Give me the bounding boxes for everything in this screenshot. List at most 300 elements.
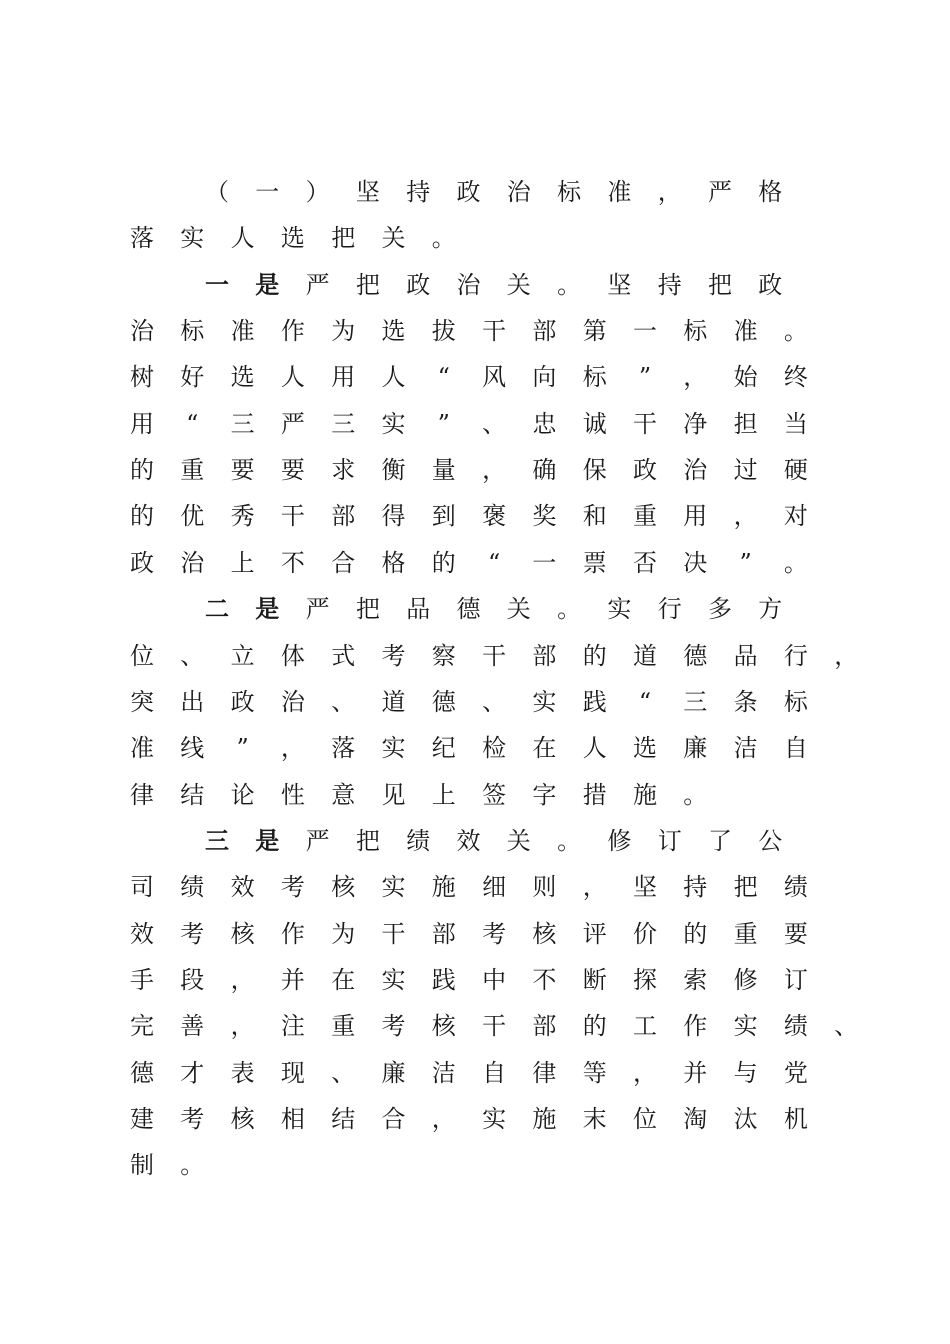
text-char: 的 (582, 1012, 607, 1041)
text-char: 纪 (431, 734, 456, 763)
text-char: 把 (355, 270, 380, 299)
text-char: 核 (532, 919, 557, 948)
text-char: 合 (381, 1105, 406, 1133)
text-char: 和 (582, 502, 607, 531)
text-char: ， (834, 641, 859, 670)
text-char: 三 (683, 687, 708, 716)
text-char: 治 (130, 317, 154, 346)
text-char: 实 (733, 1012, 758, 1041)
text-char: 部 (532, 1012, 557, 1041)
text-char: 准 (607, 178, 632, 206)
text-char: 风 (482, 363, 507, 392)
text-char: 行 (657, 595, 682, 624)
text-char: 关 (506, 826, 531, 855)
text-char: 施 (532, 1105, 557, 1133)
paragraph-lead-char: 是 (255, 594, 280, 624)
text-char: ， (657, 178, 682, 206)
text-char: 。 (557, 270, 582, 299)
text-char: ， (482, 456, 507, 485)
text-char: 治 (683, 456, 708, 485)
text-char: 司 (130, 873, 154, 902)
text-char: 实 (381, 734, 406, 763)
text-char: 德 (431, 687, 456, 716)
paragraph-lead-char: 二 (205, 594, 229, 624)
text-char: 方 (758, 595, 783, 624)
text-char: 廉 (381, 1058, 406, 1087)
text-char: 担 (733, 409, 758, 438)
text-char: 律 (130, 780, 154, 809)
text-char: 不 (280, 548, 305, 577)
text-char: 合 (331, 548, 356, 577)
text-char: 工 (633, 1012, 657, 1041)
text-char: 多 (708, 595, 732, 624)
text-char: 德 (683, 641, 708, 670)
text-char: ” (236, 734, 249, 763)
text-char: 持 (657, 270, 682, 299)
text-char: 始 (733, 363, 758, 392)
text-char: 等 (582, 1058, 607, 1087)
text-char: 签 (482, 780, 507, 809)
text-char: 、 (482, 409, 507, 438)
text-char: 机 (783, 1105, 808, 1133)
text-char: 标 (683, 317, 708, 346)
text-char: 并 (683, 1058, 708, 1087)
paragraph-3-line (0, 1053, 950, 1093)
text-char: 用 (683, 502, 708, 531)
text-char: 为 (331, 317, 356, 346)
text-char: 条 (733, 687, 758, 716)
text-char: 位 (130, 641, 154, 670)
text-char: 上 (431, 780, 456, 809)
text-char: 人 (582, 734, 607, 763)
paragraph-3-line (0, 1099, 950, 1139)
text-char: 净 (683, 409, 708, 438)
text-char: 持 (406, 178, 431, 206)
text-char: 终 (783, 363, 808, 392)
text-char: 结 (180, 780, 205, 809)
text-char: 格 (381, 548, 406, 577)
text-char: 效 (230, 873, 255, 902)
text-char: 严 (305, 826, 330, 855)
text-char: 要 (783, 919, 808, 948)
text-char: 关 (506, 270, 531, 299)
text-char: “ (487, 548, 501, 577)
text-char: 部 (532, 641, 557, 670)
heading-line (0, 218, 950, 258)
text-char: 自 (482, 1058, 507, 1087)
text-char: 检 (482, 734, 507, 763)
paragraph-2-line (0, 728, 950, 768)
text-char: 订 (657, 826, 682, 855)
text-char: ， (431, 1105, 456, 1133)
text-char: 并 (280, 965, 305, 994)
text-char: 淘 (683, 1105, 708, 1133)
text-char: 决 (683, 548, 708, 577)
text-char: 三 (230, 409, 255, 438)
text-char: “ (437, 363, 450, 392)
text-char: 完 (130, 1012, 154, 1041)
text-char: 中 (482, 965, 507, 994)
text-char: 标 (557, 178, 582, 206)
text-char: 过 (733, 456, 758, 485)
text-char: 表 (230, 1058, 255, 1087)
text-char: 实 (180, 224, 205, 253)
paragraph-2-line (0, 589, 950, 629)
text-char: 把 (355, 595, 380, 624)
text-char: 施 (633, 780, 657, 809)
text-char: ） (305, 178, 330, 206)
text-char: 坚 (607, 270, 632, 299)
text-char: 在 (331, 965, 356, 994)
text-char: 措 (582, 780, 607, 809)
text-char: 树 (130, 363, 154, 392)
text-char: 、 (834, 1012, 859, 1041)
text-char: 重 (180, 456, 205, 485)
text-char: 作 (280, 317, 305, 346)
text-char: 人 (280, 363, 305, 392)
text-char: 考 (381, 641, 406, 670)
text-char: 把 (733, 873, 758, 902)
text-char: 意 (331, 780, 356, 809)
text-char: 上 (230, 548, 255, 577)
text-char: 关 (506, 595, 531, 624)
text-char: 见 (381, 780, 406, 809)
text-char: 严 (708, 178, 732, 206)
text-char: 不 (532, 965, 557, 994)
text-char: 践 (582, 687, 607, 716)
text-char: 的 (582, 641, 607, 670)
text-char: 格 (758, 178, 783, 206)
text-char: 结 (331, 1105, 356, 1133)
text-char: 评 (582, 919, 607, 948)
paragraph-3-line (0, 821, 950, 861)
text-char: 。 (783, 317, 808, 346)
text-char: 严 (280, 409, 305, 438)
text-char: 在 (532, 734, 557, 763)
text-char: 才 (180, 1058, 205, 1087)
text-char: ， (230, 965, 255, 994)
text-char: 绩 (406, 826, 431, 855)
text-char: 硬 (783, 456, 808, 485)
text-char: 、 (331, 1058, 356, 1087)
text-char: ” (638, 363, 652, 392)
text-char: 一 (633, 317, 657, 346)
text-char: 、 (180, 641, 205, 670)
text-char: 忠 (532, 409, 557, 438)
text-char: 票 (582, 548, 607, 577)
text-char: 严 (305, 595, 330, 624)
text-char: 奖 (532, 502, 557, 531)
text-char: 好 (180, 363, 205, 392)
text-char: 到 (431, 502, 456, 531)
text-char: 当 (783, 409, 808, 438)
text-char: 实 (381, 965, 406, 994)
text-char: 标 (582, 363, 607, 392)
text-char: 落 (130, 224, 154, 253)
paragraph-1-line (0, 543, 950, 583)
text-char: 价 (633, 919, 657, 948)
text-char: 线 (180, 734, 205, 763)
text-char: 严 (305, 270, 330, 299)
text-char: ， (582, 873, 607, 902)
text-char: 。 (557, 595, 582, 624)
paragraph-lead-char: 三 (205, 825, 229, 855)
text-char: 、 (482, 687, 507, 716)
paragraph-1-line (0, 357, 950, 397)
text-char: 标 (783, 687, 808, 716)
text-char: 部 (431, 919, 456, 948)
text-char: 把 (708, 270, 732, 299)
text-char: 论 (230, 780, 255, 809)
paragraph-lead-char: 一 (205, 269, 229, 299)
text-char: ” (437, 409, 450, 438)
text-char: 施 (431, 873, 456, 902)
text-char: 道 (381, 687, 406, 716)
text-char: 干 (482, 317, 507, 346)
text-char: 核 (230, 1105, 255, 1133)
text-char: 否 (633, 548, 657, 577)
text-char: 拔 (431, 317, 456, 346)
text-char: 人 (230, 224, 255, 253)
text-char: 标 (180, 317, 205, 346)
text-char: 人 (381, 363, 406, 392)
text-char: 政 (406, 270, 431, 299)
text-char: 考 (180, 919, 205, 948)
text-char: 品 (406, 595, 431, 624)
text-char: （ (205, 178, 229, 206)
text-char: 洁 (733, 734, 758, 763)
text-char: 公 (758, 826, 783, 855)
text-char: 实 (381, 873, 406, 902)
text-char: 汰 (733, 1105, 758, 1133)
text-char: ， (733, 502, 758, 531)
text-char: 。 (783, 548, 808, 577)
paragraph-3-line (0, 914, 950, 954)
text-char: 作 (683, 1012, 708, 1041)
text-char: 把 (331, 224, 356, 253)
text-char: 秀 (230, 502, 255, 531)
text-char: ， (280, 734, 305, 763)
text-char: 政 (633, 456, 657, 485)
text-char: 手 (130, 965, 154, 994)
text-char: 位 (633, 1105, 657, 1133)
text-char: 重 (633, 502, 657, 531)
text-char: 绩 (783, 873, 808, 902)
text-char: 考 (180, 1105, 205, 1133)
text-char: 。 (180, 1151, 205, 1180)
text-char: 出 (180, 687, 205, 716)
text-char: 确 (532, 456, 557, 485)
text-char: 一 (255, 178, 280, 206)
text-char: 选 (633, 734, 657, 763)
paragraph-2-line (0, 636, 950, 676)
paragraph-3-line (0, 867, 950, 907)
text-char: 末 (582, 1105, 607, 1133)
text-char: 德 (456, 595, 481, 624)
paragraph-lead-char: 是 (255, 269, 280, 299)
text-char: 干 (482, 641, 507, 670)
text-char: 核 (431, 1012, 456, 1041)
paragraph-1-line (0, 311, 950, 351)
text-char: 洁 (431, 1058, 456, 1087)
text-char: 实 (381, 409, 406, 438)
text-char: 政 (456, 178, 481, 206)
text-char: 。 (557, 826, 582, 855)
text-char: 核 (230, 919, 255, 948)
heading-line (0, 172, 950, 212)
text-char: 保 (582, 456, 607, 485)
text-char: 政 (758, 270, 783, 299)
text-char: 三 (331, 409, 356, 438)
paragraph-3-line (0, 960, 950, 1000)
text-char: 关 (381, 224, 406, 253)
text-char: 治 (456, 270, 481, 299)
text-char: 一 (532, 548, 557, 577)
text-char: 干 (633, 409, 657, 438)
text-char: 治 (506, 178, 531, 206)
text-char: 衡 (381, 456, 406, 485)
text-char: 实 (482, 1105, 507, 1133)
paragraph-2-line (0, 775, 950, 815)
text-char: 。 (431, 224, 456, 253)
text-char: 准 (130, 734, 154, 763)
text-char: 建 (130, 1105, 154, 1133)
text-char: 索 (683, 965, 708, 994)
text-char: 现 (280, 1058, 305, 1087)
text-char: 探 (633, 965, 657, 994)
paragraph-1-line (0, 450, 950, 490)
paragraph-3-line (0, 1145, 950, 1185)
text-char: 量 (431, 456, 456, 485)
text-char: 第 (582, 317, 607, 346)
text-char: 考 (280, 873, 305, 902)
text-char: 突 (130, 687, 154, 716)
text-char: 行 (783, 641, 808, 670)
text-char: 修 (733, 965, 758, 994)
text-char: 求 (331, 456, 356, 485)
text-char: 绩 (783, 1012, 808, 1041)
text-char: 段 (180, 965, 205, 994)
text-char: 把 (355, 826, 380, 855)
text-char: 式 (331, 641, 356, 670)
text-char: 廉 (683, 734, 708, 763)
paragraph-2-line (0, 682, 950, 722)
text-char: 干 (482, 1012, 507, 1041)
text-char: 效 (130, 919, 154, 948)
paragraph-lead-char: 是 (255, 825, 280, 855)
text-char: 优 (180, 502, 205, 531)
text-char: 持 (683, 873, 708, 902)
text-char: 用 (331, 363, 356, 392)
text-char: ， (633, 1058, 657, 1087)
text-char: 要 (230, 456, 255, 485)
text-char: 选 (280, 224, 305, 253)
text-char: 注 (280, 1012, 305, 1041)
text-char: 诚 (582, 409, 607, 438)
text-char: 的 (683, 919, 708, 948)
text-char: 选 (381, 317, 406, 346)
text-char: “ (638, 687, 652, 716)
text-char: 治 (180, 548, 205, 577)
paragraph-1-line (0, 265, 950, 305)
text-char: 准 (733, 317, 758, 346)
text-char: 向 (532, 363, 557, 392)
text-char: 部 (532, 317, 557, 346)
text-char: 订 (783, 965, 808, 994)
text-char: 体 (280, 641, 305, 670)
text-char: 律 (532, 1058, 557, 1087)
text-char: 则 (532, 873, 557, 902)
text-char: 核 (331, 873, 356, 902)
paragraph-1-line (0, 404, 950, 444)
text-char: 选 (230, 363, 255, 392)
text-char: 善 (180, 1012, 205, 1041)
text-char: 考 (482, 919, 507, 948)
text-char: 褒 (482, 502, 507, 531)
text-char: 得 (381, 502, 406, 531)
text-char: 用 (130, 409, 154, 438)
text-char: 道 (633, 641, 657, 670)
text-char: 自 (783, 734, 808, 763)
text-char: 政 (230, 687, 255, 716)
text-char: 绩 (180, 873, 205, 902)
text-char: 准 (230, 317, 255, 346)
text-char: 要 (280, 456, 305, 485)
text-char: 政 (130, 548, 154, 577)
text-char: 对 (783, 502, 808, 531)
text-char: 。 (683, 780, 708, 809)
text-char: 重 (733, 919, 758, 948)
text-char: 实 (607, 595, 632, 624)
text-char: 字 (532, 780, 557, 809)
text-char: 、 (331, 687, 356, 716)
text-char: 相 (280, 1105, 305, 1133)
text-char: 品 (733, 641, 758, 670)
text-char: 作 (280, 919, 305, 948)
text-char: 的 (130, 502, 154, 531)
text-char: 细 (482, 873, 507, 902)
text-char: 落 (331, 734, 356, 763)
text-char: 干 (381, 919, 406, 948)
text-char: 断 (582, 965, 607, 994)
text-char: 考 (381, 1012, 406, 1041)
text-char: 党 (783, 1058, 808, 1087)
text-char: 立 (230, 641, 255, 670)
text-char: 制 (130, 1151, 154, 1180)
text-char: 的 (130, 456, 154, 485)
text-char: 部 (331, 502, 356, 531)
text-char: ， (230, 1012, 255, 1041)
text-char: “ (186, 409, 199, 438)
text-char: ” (739, 548, 752, 577)
text-char: 重 (331, 1012, 356, 1041)
text-char: 性 (280, 780, 305, 809)
text-char: 实 (532, 687, 557, 716)
paragraph-1-line (0, 496, 950, 536)
text-char: 坚 (633, 873, 657, 902)
paragraph-3-line (0, 1006, 950, 1046)
text-char: 了 (708, 826, 732, 855)
text-char: 察 (431, 641, 456, 670)
text-char: 与 (733, 1058, 758, 1087)
text-char: 治 (280, 687, 305, 716)
text-char: ， (683, 363, 708, 392)
text-char: 修 (607, 826, 632, 855)
text-char: 的 (431, 548, 456, 577)
text-char: 为 (331, 919, 356, 948)
text-char: 德 (130, 1058, 154, 1087)
text-char: 干 (280, 502, 305, 531)
